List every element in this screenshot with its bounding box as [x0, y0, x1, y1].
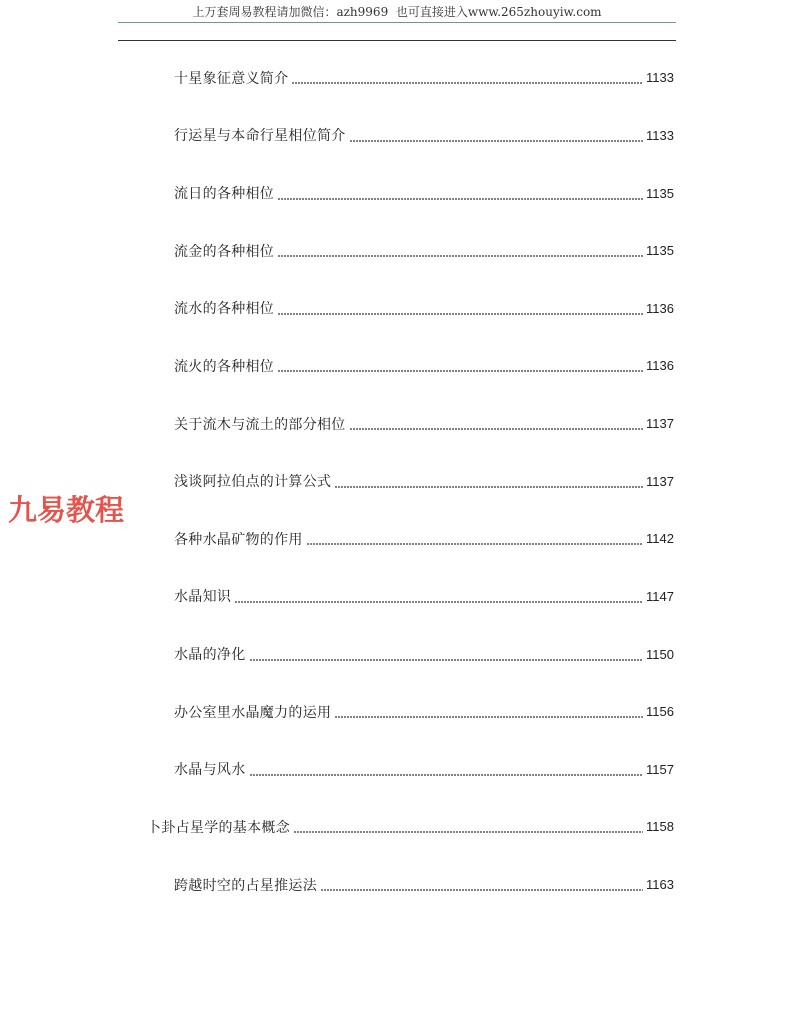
toc-dot-leader: [307, 532, 643, 545]
toc-entry[interactable]: [0, 49, 674, 107]
toc-entry-title: 流水的各种相位: [174, 301, 275, 318]
toc-entry[interactable]: [0, 107, 674, 165]
toc-entry-page-number: 1158: [646, 819, 674, 835]
toc-entry-page-number: 1163: [646, 877, 674, 893]
toc-dot-leader: [278, 244, 643, 257]
toc-entry-page-number: 1133: [646, 70, 674, 86]
toc-entry[interactable]: [0, 395, 674, 453]
toc-dot-leader: [250, 763, 644, 776]
toc-entry-title: 流金的各种相位: [174, 243, 275, 260]
toc-dot-leader: [292, 71, 643, 84]
toc-entry-page-number: 1137: [646, 473, 674, 489]
toc-entry[interactable]: [0, 741, 674, 799]
toc-entry-title: 十星象征意义简介: [174, 70, 289, 87]
toc-dot-leader: [278, 359, 643, 372]
toc-entry-title: 流火的各种相位: [174, 358, 275, 375]
toc-entry[interactable]: [0, 856, 674, 914]
toc-entry[interactable]: [0, 683, 674, 741]
toc-entry[interactable]: [0, 280, 674, 338]
toc-entry[interactable]: [0, 625, 674, 683]
toc-entry-page-number: 1136: [646, 358, 674, 374]
toc-entry-page-number: 1157: [646, 761, 674, 777]
toc-entry-title: 水晶知识: [174, 589, 232, 606]
toc-entry[interactable]: [0, 452, 674, 510]
toc-entry-page-number: 1135: [646, 185, 674, 201]
toc-dot-leader: [278, 187, 643, 200]
watermark-logo: 九易教程: [8, 493, 125, 527]
toc-entry-page-number: 1147: [646, 588, 674, 604]
toc-entry-title: 流日的各种相位: [174, 186, 275, 203]
toc-entry-title: 关于流木与流土的部分相位: [174, 416, 346, 433]
toc-entry-title: 各种水晶矿物的作用: [174, 531, 303, 548]
toc-entry-page-number: 1150: [646, 646, 674, 662]
toc-entry-page-number: 1156: [646, 704, 674, 720]
header-rule: [118, 22, 676, 23]
toc-entry[interactable]: [0, 510, 674, 568]
toc-entry-title: 卜卦占星学的基本概念: [147, 819, 290, 836]
toc-entry[interactable]: [0, 337, 674, 395]
page-header: 上万套周易教程请加微信：azh9969 也可直接进入www.265zhouyiw.com: [192, 5, 602, 19]
toc-dot-leader: [250, 648, 644, 661]
toc-entry-page-number: 1133: [646, 127, 674, 143]
toc-entry-title: 水晶的净化: [174, 647, 246, 664]
top-rule: [118, 40, 676, 41]
toc-dot-leader: [321, 878, 643, 891]
toc-entry-title: 跨越时空的占星推运法: [174, 877, 317, 894]
toc-dot-leader: [235, 590, 643, 603]
toc-entry-title: 浅谈阿拉伯点的计算公式: [174, 474, 332, 491]
toc-entry[interactable]: [0, 164, 674, 222]
toc-entry[interactable]: [0, 798, 674, 856]
toc-entry-page-number: 1136: [646, 300, 674, 316]
toc-entry-title: 水晶与风水: [174, 762, 246, 779]
table-of-contents: [0, 49, 674, 913]
toc-entry[interactable]: [0, 222, 674, 280]
toc-dot-leader: [350, 129, 643, 142]
toc-entry-title: 行运星与本命行星相位简介: [174, 128, 346, 145]
toc-dot-leader: [294, 820, 643, 833]
toc-dot-leader: [350, 417, 643, 430]
toc-dot-leader: [278, 302, 643, 315]
toc-entry-title: 办公室里水晶魔力的运用: [174, 704, 332, 721]
toc-dot-leader: [335, 705, 643, 718]
toc-entry-page-number: 1135: [646, 243, 674, 259]
toc-dot-leader: [335, 475, 643, 488]
toc-entry[interactable]: [0, 568, 674, 626]
toc-entry-page-number: 1137: [646, 416, 674, 432]
toc-entry-page-number: 1142: [646, 531, 674, 547]
